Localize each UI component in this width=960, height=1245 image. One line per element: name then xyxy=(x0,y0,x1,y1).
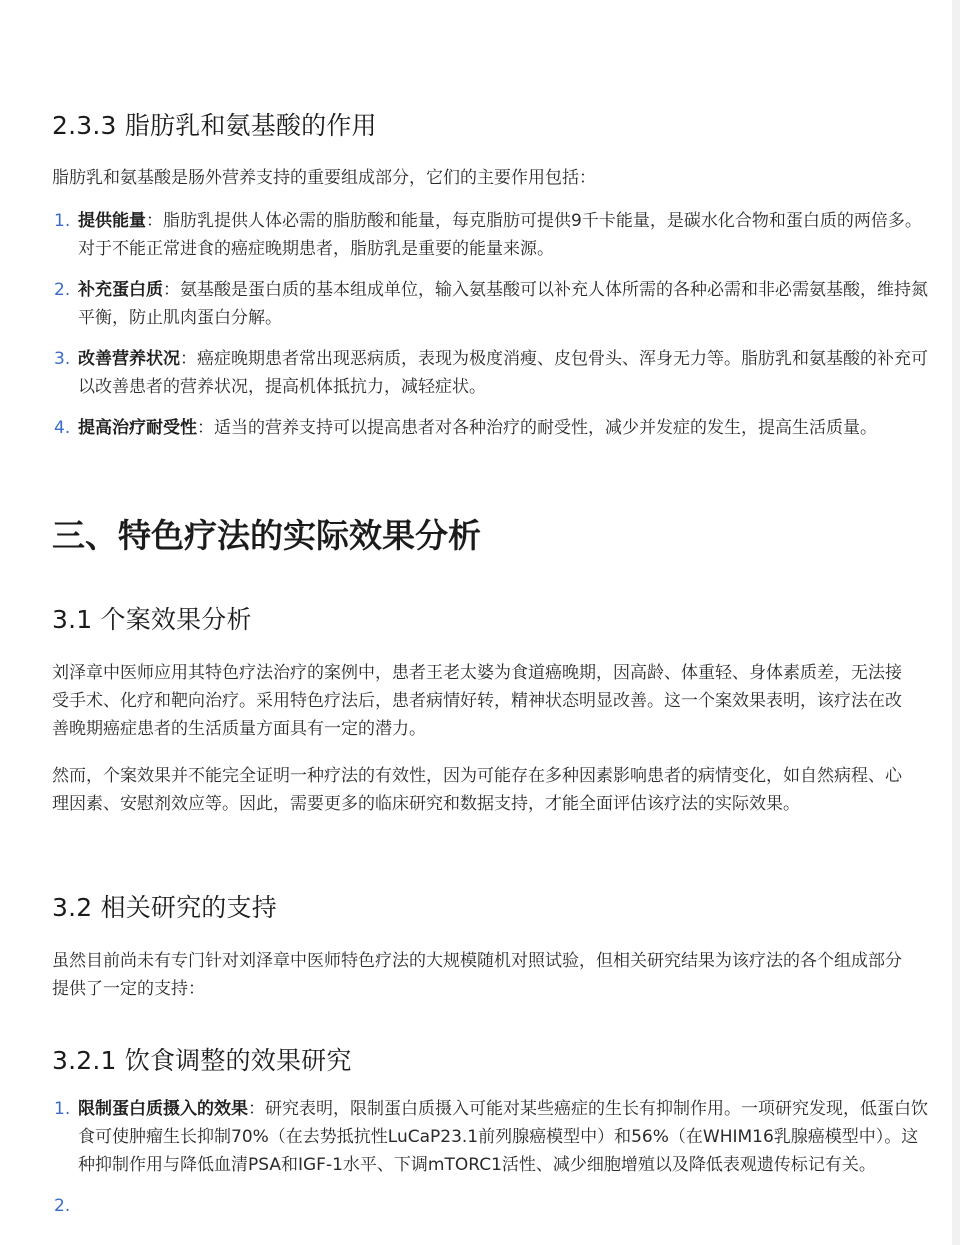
list-term: 提供能量 xyxy=(78,211,146,231)
heading-3-1: 3.1 个案效果分析 xyxy=(52,605,252,634)
list-text: ：癌症晚期患者常出现恶病质，表现为极度消瘦、皮包骨头、浑身无力等。脂肪乳和氨基酸的补充可以改善患者的营养状况，提高机体抵抗力，减轻症状。 xyxy=(78,349,928,397)
list-number: 2. xyxy=(54,280,71,300)
list-text: ：脂肪乳提供人体必需的脂肪酸和能量，每克脂肪可提供9千卡能量，是碳水化合物和蛋白质的两倍多。对于不能正常进食的癌症晚期患者，脂肪乳是重要的能量来源。 xyxy=(78,211,922,259)
list-number: 3. xyxy=(54,349,71,369)
list-term: 改善营养状况 xyxy=(78,349,180,369)
list-number: 1. xyxy=(54,1099,71,1119)
list-item xyxy=(52,1095,930,1179)
paragraph-3-1-a: 刘泽章中医师应用其特色疗法治疗的案例中，患者王老太婆为食道癌晚期，因高龄、体重轻、身体素质差，无法接受手术、化疗和靶向治疗。采用特色疗法后，患者病情好转，精神状态明显改善。这一个案效果表明，该疗法在改善晚期癌症患者的生活质量方面具有一定的潜力。 xyxy=(52,663,902,739)
paragraph-3-2: 虽然目前尚未有专门针对刘泽章中医师特色疗法的大规模随机对照试验，但相关研究结果为该疗法的各个组成部分提供了一定的支持： xyxy=(52,951,902,999)
list-text: ：氨基酸是蛋白质的基本组成单位，输入氨基酸可以补充人体所需的各种必需和非必需氨基酸，维持氮平衡，防止肌肉蛋白分解。 xyxy=(78,280,928,328)
list-number: 4. xyxy=(54,418,71,438)
heading-2-3-3: 2.3.3 脂肪乳和氨基酸的作用 xyxy=(52,111,377,140)
list-2-3-3 xyxy=(52,207,928,442)
list-item xyxy=(52,345,930,401)
heading-3-2-1: 3.2.1 饮食调整的效果研究 xyxy=(52,1046,352,1075)
list-term: 限制蛋白质摄入的效果 xyxy=(78,1099,248,1119)
heading-3-2: 3.2 相关研究的支持 xyxy=(52,893,277,922)
list-number: 2. xyxy=(54,1196,71,1216)
list-text: ：研究表明，限制蛋白质摄入可能对某些癌症的生长有抑制作用。一项研究发现，低蛋白饮食可使肿瘤生长抑制70%（在去势抵抗性LuCaP23.1前列腺癌模型中）和56%（在WHIM16乳腺癌模型中）。这种抑制作用与降低血清PSA和IGF-1水平、下调mTORC1活性、减少细胞增殖以及降低表观遗传标记有关。 xyxy=(78,1099,928,1175)
heading-section-3: 三、特色疗法的实际效果分析 xyxy=(52,516,481,555)
list-number: 1. xyxy=(54,211,71,231)
list-item xyxy=(52,276,930,332)
list-item xyxy=(52,414,930,442)
list-item xyxy=(52,207,930,263)
paragraph-3-1-b: 然而，个案效果并不能完全证明一种疗法的有效性，因为可能存在多种因素影响患者的病情变化，如自然病程、心理因素、安慰剂效应等。因此，需要更多的临床研究和数据支持，才能全面评估该疗法的实际效果。 xyxy=(52,766,902,814)
list-3-2-1 xyxy=(52,1095,928,1216)
list-term: 补充蛋白质 xyxy=(78,280,163,300)
list-term: 提高治疗耐受性 xyxy=(78,418,197,438)
list-text: ：适当的营养支持可以提高患者对各种治疗的耐受性，减少并发症的发生，提高生活质量。 xyxy=(197,418,877,438)
paragraph-2-3-3-intro: 脂肪乳和氨基酸是肠外营养支持的重要组成部分，它们的主要作用包括： xyxy=(52,168,596,188)
